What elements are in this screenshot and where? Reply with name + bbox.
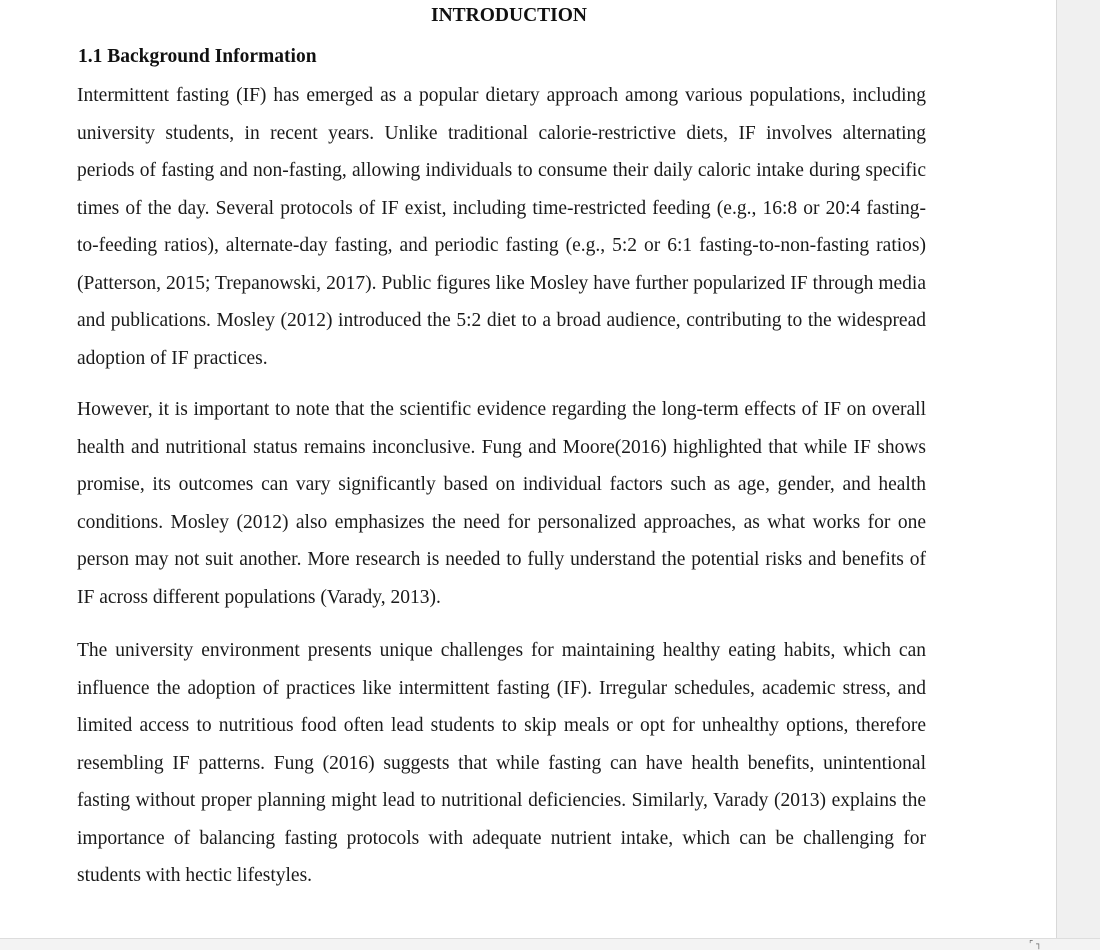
document-title: INTRODUCTION [430, 5, 588, 26]
section-heading: 1.1 Background Information [78, 46, 317, 67]
page-margin-gutter [1057, 0, 1100, 950]
bottom-status-bar [0, 938, 1100, 950]
resize-grip-icon[interactable]: ⌜ ┐ [1029, 940, 1042, 950]
paragraph-1: Intermittent fasting (IF) has emerged as a popular dietary approach among various populations, including university students, in recent years. Unlike traditional calorie-restrictive diets, IF involves alternating periods of fasting and non-fasting, allowing individuals to consume their daily caloric intake during specific times of the day. Several protocols of IF exist, including time-restricted feeding (e.g., 16:8 or 20:4 fasting-to-feeding ratios), alternate-day fasting, and periodic fasting (e.g., 5:2 or 6:1 fasting-to-non-fasting ratios) (Patterson, 2015; Trepanowski, 2017). Public figures like Mosley have further popularized IF through media and publications. Mosley (2012) introduced the 5:2 diet to a broad audience, contributing to the widespread adoption of IF practices. [77, 85, 926, 369]
paragraph-3: The university environment presents unique challenges for maintaining healthy eating habits, which can influence the adoption of practices like intermittent fasting (IF). Irregular schedules, academic stress, and limited access to nutritious food often lead students to skip meals or opt for unhealthy options, therefore resembling IF patterns. Fung (2016) suggests that while fasting can have health benefits, unintentional fasting without proper planning might lead to nutritional deficiencies. Similarly, Varady (2013) explains the importance of balancing fasting protocols with adequate nutrient intake, which can be challenging for students with hectic lifestyles. [77, 640, 926, 886]
paragraph-2: However, it is important to note that the scientific evidence regarding the long-term effects of IF on overall health and nutritional status remains inconclusive. Fung and Moore(2016) highlighted that while IF shows promise, its outcomes can vary significantly based on individual factors such as age, gender, and health conditions. Mosley (2012) also emphasizes the need for personalized approaches, as what works for one person may not suit another. More research is needed to fully understand the potential risks and benefits of IF across different populations (Varady, 2013). [77, 399, 926, 608]
